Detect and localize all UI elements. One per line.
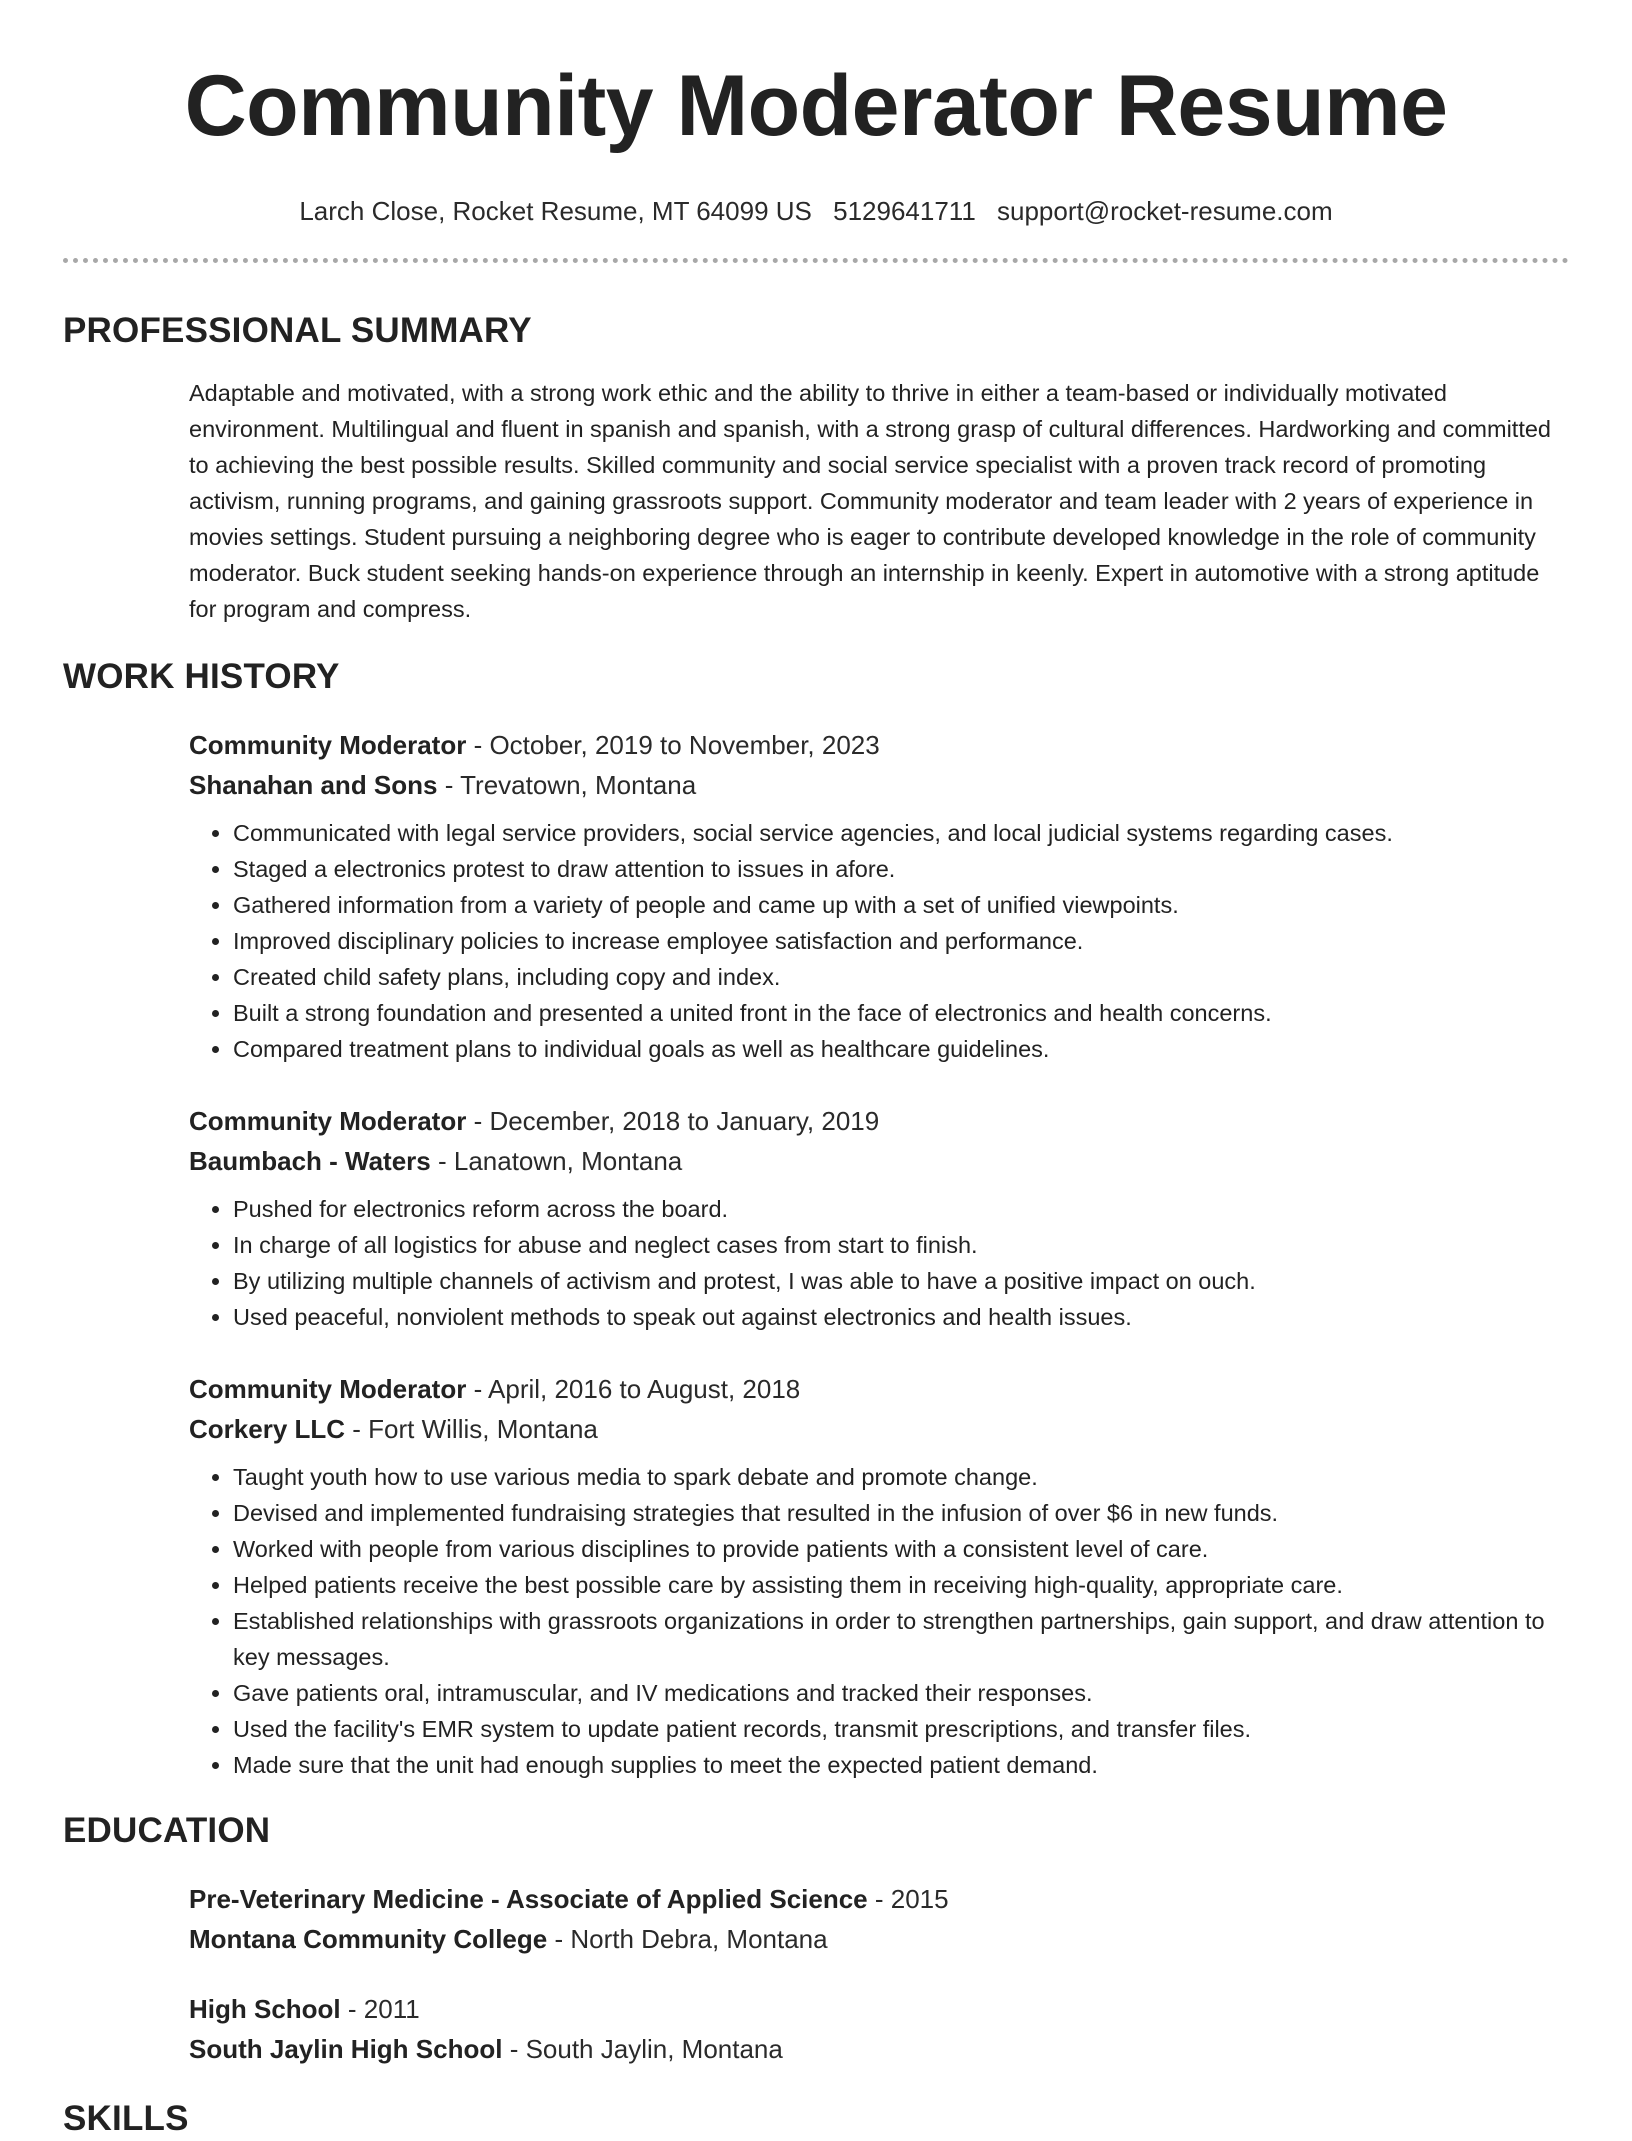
job-dates: - April, 2016 to August, 2018	[466, 1374, 801, 1404]
work-history-heading: WORK HISTORY	[63, 657, 340, 696]
job-bullet: • Helped patients receive the best possible care by assisting them in receiving high-quality, appropriate care.	[233, 1567, 1569, 1603]
contact-address: Larch Close, Rocket Resume, MT 64099 US	[299, 196, 812, 226]
job-location: - Lanatown, Montana	[430, 1146, 683, 1176]
job-company: Baumbach - Waters	[189, 1146, 431, 1176]
education-school: Montana Community College	[189, 1924, 548, 1954]
summary-heading: PROFESSIONAL SUMMARY	[63, 311, 532, 350]
job-title: Community Moderator	[189, 730, 467, 760]
job-bullet: • Gave patients oral, intramuscular, and IV medications and tracked their responses.	[233, 1675, 1569, 1711]
job-bullet: • Established relationships with grassroots organizations in order to strengthen partnerships, gain support, and draw attention to key messages.	[233, 1603, 1569, 1675]
job-company-line	[189, 1409, 1569, 1449]
job-bullet: • Staged a electronics protest to draw attention to issues in afore.	[233, 851, 1569, 887]
job-bullet: • Devised and implemented fundraising strategies that resulted in the infusion of over $6 in new funds.	[233, 1495, 1569, 1531]
education-school-line	[189, 2029, 1569, 2069]
education-list	[63, 1879, 1569, 2069]
education-heading: EDUCATION	[63, 1811, 271, 1850]
work-history-list	[63, 725, 1569, 1783]
education-degree-line	[189, 1989, 1569, 2029]
education-year: - 2015	[867, 1884, 949, 1914]
education-entry	[189, 1879, 1569, 1959]
education-entry	[189, 1989, 1569, 2069]
job-title-line	[189, 1369, 1569, 1409]
job-bullets	[189, 1191, 1569, 1335]
job-company-line	[189, 1141, 1569, 1181]
header-divider	[63, 258, 1569, 263]
job-dates: - October, 2019 to November, 2023	[466, 730, 880, 760]
job-title-line	[189, 725, 1569, 765]
skills-heading: SKILLS	[63, 2099, 189, 2138]
resume-title: Community Moderator Resume	[184, 58, 1448, 154]
job-company: Shanahan and Sons	[189, 770, 438, 800]
job-bullet: • Made sure that the unit had enough supplies to meet the expected patient demand.	[233, 1747, 1569, 1783]
education-degree-line	[189, 1879, 1569, 1919]
job-dates: - December, 2018 to January, 2019	[466, 1106, 880, 1136]
contact-email: support@rocket-resume.com	[997, 196, 1333, 226]
job-bullet: • Pushed for electronics reform across the board.	[233, 1191, 1569, 1227]
education-degree: Pre-Veterinary Medicine - Associate of Applied Science	[189, 1884, 868, 1914]
job-location: - Trevatown, Montana	[437, 770, 697, 800]
education-year: - 2011	[340, 1994, 420, 2024]
job-bullet: • Communicated with legal service providers, social service agencies, and local judicial systems regarding cases.	[233, 815, 1569, 851]
education-location: - South Jaylin, Montana	[502, 2034, 783, 2064]
job-title-line	[189, 1101, 1569, 1141]
job-bullet: • By utilizing multiple channels of activism and protest, I was able to have a positive impact on ouch.	[233, 1263, 1569, 1299]
job-bullet: • In charge of all logistics for abuse and neglect cases from start to finish.	[233, 1227, 1569, 1263]
job-bullets	[189, 1459, 1569, 1783]
job-title: Community Moderator	[189, 1106, 467, 1136]
job-bullet: • Gathered information from a variety of people and came up with a set of unified viewpoints.	[233, 887, 1569, 923]
education-degree: High School	[189, 1994, 341, 2024]
job-entry	[189, 725, 1569, 1067]
job-entry	[189, 1369, 1569, 1783]
contact-line	[63, 194, 1569, 228]
education-location: - North Debra, Montana	[547, 1924, 828, 1954]
job-bullets	[189, 815, 1569, 1067]
job-bullet: • Improved disciplinary policies to increase employee satisfaction and performance.	[233, 923, 1569, 959]
job-bullet: • Used the facility's EMR system to update patient records, transmit prescriptions, and transfer files.	[233, 1711, 1569, 1747]
contact-phone: 5129641711	[833, 196, 976, 226]
education-school: South Jaylin High School	[189, 2034, 503, 2064]
job-company: Corkery LLC	[189, 1414, 346, 1444]
job-bullet: • Taught youth how to use various media to spark debate and promote change.	[233, 1459, 1569, 1495]
job-company-line	[189, 765, 1569, 805]
job-title: Community Moderator	[189, 1374, 467, 1404]
job-location: - Fort Willis, Montana	[345, 1414, 598, 1444]
job-entry	[189, 1101, 1569, 1335]
summary-text: Adaptable and motivated, with a strong work ethic and the ability to thrive in either a team-based or individually motivated environment. Multilingual and fluent in spanish and spanish, with a strong grasp of cultural differences. Hardworking and committed to achieving the best possible results. Skilled community and social service specialist with a proven track record of promoting activism, running programs, and gaining grassroots support. Community moderator and team leader with 2 years of experience in movies settings. Student pursuing a neighboring degree who is eager to contribute developed knowledge in the role of community moderator. Buck student seeking hands-on experience through an internship in keenly. Expert in automotive with a strong aptitude for program and compress.	[189, 380, 1552, 622]
education-school-line	[189, 1919, 1569, 1959]
job-bullet: • Created child safety plans, including copy and index.	[233, 959, 1569, 995]
job-bullet: • Used peaceful, nonviolent methods to speak out against electronics and health issues.	[233, 1299, 1569, 1335]
job-bullet: • Compared treatment plans to individual goals as well as healthcare guidelines.	[233, 1031, 1569, 1067]
job-bullet: • Worked with people from various disciplines to provide patients with a consistent level of care.	[233, 1531, 1569, 1567]
job-bullet: • Built a strong foundation and presented a united front in the face of electronics and health concerns.	[233, 995, 1569, 1031]
